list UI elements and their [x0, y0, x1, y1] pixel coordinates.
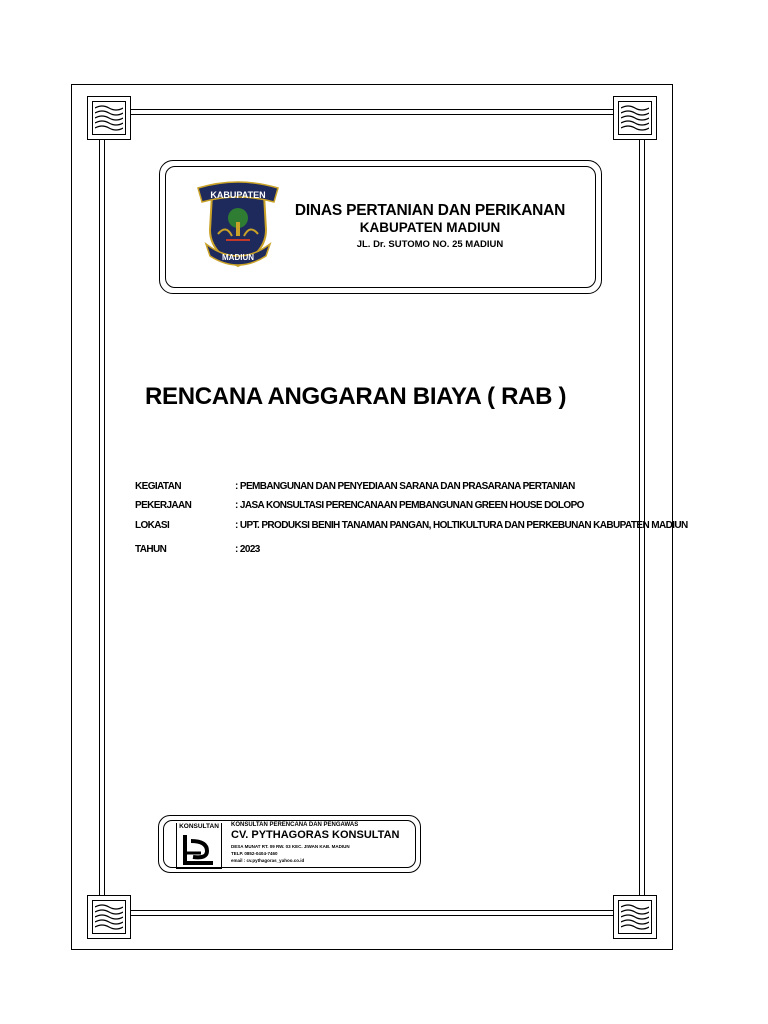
corner-ornament-icon [87, 895, 131, 939]
frame-line-left-2 [104, 128, 105, 896]
agency-name: DINAS PERTANIAN DAN PERIKANAN [294, 202, 566, 219]
pythagoras-logo-icon [181, 833, 217, 865]
document-title: RENCANA ANGGARAN BIAYA ( RAB ) [145, 383, 567, 410]
detail-value: : PEMBANGUNAN DAN PENYEDIAAN SARANA DAN PRASARANA PERTANIAN [235, 481, 575, 492]
corner-ornament-icon [613, 96, 657, 140]
agency-region: KABUPATEN MADIUN [359, 220, 501, 235]
svg-text:KABUPATEN: KABUPATEN [210, 190, 266, 200]
corner-ornament-icon [87, 96, 131, 140]
svg-text:MADIUN: MADIUN [222, 253, 254, 262]
detail-label: PEKERJAAN [135, 500, 192, 511]
detail-label: KEGIATAN [135, 481, 181, 492]
frame-line-top-2 [128, 114, 616, 115]
frame-line-right-1 [639, 128, 640, 896]
detail-label: LOKASI [135, 520, 170, 531]
firm-tagline: KONSULTAN PERENCANA DAN PENGAWAS [231, 822, 359, 828]
frame-line-left-1 [99, 128, 100, 896]
detail-value: : 2023 [235, 544, 260, 555]
firm-phone: TELP. 0852-0404-7460 [231, 851, 278, 856]
detail-value: : JASA KONSULTASI PERENCANAAN PEMBANGUNAN GREEN HOUSE DOLOPO [235, 500, 584, 511]
detail-label: TAHUN [135, 544, 167, 555]
frame-line-right-2 [644, 128, 645, 896]
frame-line-bottom-2 [128, 915, 616, 916]
frame-line-top-1 [128, 109, 616, 110]
firm-address: DESA MUNAT RT. 09 RW. 03 KEC. JIWAN KAB. MADIUN [231, 844, 350, 849]
frame-line-bottom-1 [128, 910, 616, 911]
firm-email: email : cv.pythagoras_yahoo.co.id [231, 858, 305, 863]
firm-logo [176, 823, 222, 869]
firm-name: CV. PYTHAGORAS KONSULTAN [231, 829, 400, 841]
firm-logo-caption: KONSULTAN [177, 823, 221, 830]
detail-value: : UPT. PRODUKSI BENIH TANAMAN PANGAN, HOLTIKULTURA DAN PERKEBUNAN KABUPATEN MADIUN [235, 520, 688, 531]
corner-ornament-icon [613, 895, 657, 939]
agency-address: JL. Dr. SUTOMO NO. 25 MADIUN [356, 239, 504, 250]
